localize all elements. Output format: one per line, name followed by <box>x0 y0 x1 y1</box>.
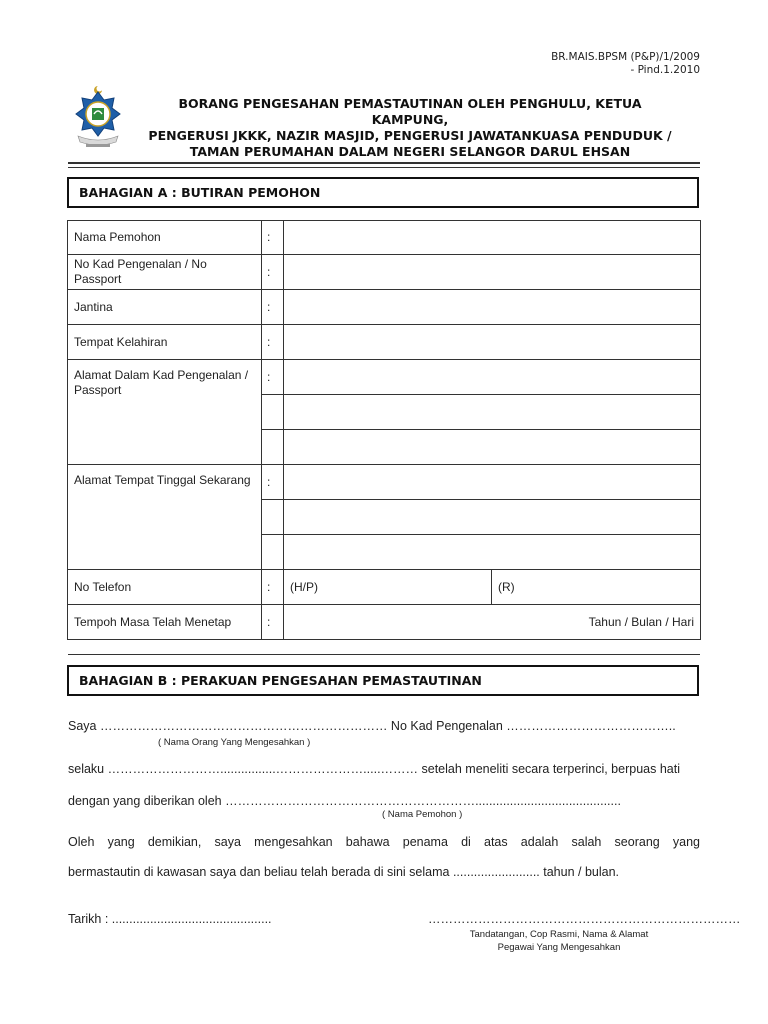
input-jantina[interactable] <box>284 290 701 325</box>
form-title <box>140 96 680 160</box>
declaration-statement: Oleh yang demikian, saya mengesahkan bahawa penama di atas adalah salah seorang yang <box>68 835 700 849</box>
declaration-residency-duration: bermastautin di kawasan saya dan beliau telah berada di sini selama ......................... tahun / bulan. <box>68 865 620 879</box>
table-row <box>68 325 701 360</box>
table-row <box>68 290 701 325</box>
form-revision: - Pind.1.2010 <box>630 64 700 76</box>
input-nama-pemohon[interactable] <box>284 221 701 255</box>
colon: : <box>262 290 284 325</box>
input-alamat-ic-line-1[interactable] <box>284 360 701 395</box>
signature-line[interactable]: ………………………………………………………………… <box>428 912 741 926</box>
input-alamat-semasa-line-1[interactable] <box>284 465 701 500</box>
colon-cell-empty <box>262 430 284 465</box>
label-tempat-kelahiran: Tempat Kelahiran <box>68 325 262 360</box>
section-b-heading: BAHAGIAN B : PERAKUAN PENGESAHAN PEMASTAUTINAN <box>67 665 699 696</box>
section-divider <box>68 654 700 655</box>
colon-cell-empty <box>262 395 284 430</box>
input-telefon-rumah[interactable]: (R) <box>492 570 701 605</box>
header-divider-thick <box>68 162 700 164</box>
table-row <box>68 605 701 640</box>
title-line-3: TAMAN PERUMAHAN DALAM NEGERI SELANGOR DARUL EHSAN <box>189 144 631 159</box>
colon: : <box>262 325 284 360</box>
table-row <box>68 255 701 290</box>
input-tempoh-menetap[interactable]: Tahun / Bulan / Hari <box>284 605 701 640</box>
signature-caption-1: Tandatangan, Cop Rasmi, Nama & Alamat <box>469 929 649 940</box>
declaration-line-selaku: selaku ………………………................………………….....……… setelah meneliti secara terperinci, berpuas hati <box>68 762 680 776</box>
label-no-kad-pengenalan: No Kad Pengenalan / No Passport <box>68 255 262 290</box>
input-alamat-semasa-line-2[interactable] <box>284 500 701 535</box>
input-no-kad-pengenalan[interactable] <box>284 255 701 290</box>
label-nama-pemohon: Nama Pemohon <box>68 221 262 255</box>
applicant-details-table <box>67 220 701 640</box>
input-alamat-semasa-line-3[interactable] <box>284 535 701 570</box>
input-tempat-kelahiran[interactable] <box>284 325 701 360</box>
colon: : <box>262 360 284 395</box>
date-field[interactable]: Tarikh : .............................................. <box>68 912 272 926</box>
label-tempoh-menetap: Tempoh Masa Telah Menetap <box>68 605 262 640</box>
label-no-telefon: No Telefon <box>68 570 262 605</box>
colon: : <box>262 605 284 640</box>
colon: : <box>262 570 284 605</box>
table-row <box>68 465 701 500</box>
state-crest-icon <box>70 84 126 150</box>
table-row <box>68 221 701 255</box>
label-alamat-kad-pengenalan: Alamat Dalam Kad Pengenalan / Passport <box>68 360 262 465</box>
colon-cell-empty <box>262 535 284 570</box>
label-jantina: Jantina <box>68 290 262 325</box>
colon: : <box>262 221 284 255</box>
colon: : <box>262 465 284 500</box>
input-telefon-hp[interactable]: (H/P) <box>284 570 492 605</box>
title-line-1: BORANG PENGESAHAN PEMASTAUTINAN OLEH PENGHULU, KETUA KAMPUNG, <box>178 96 642 127</box>
declaration-line-pemohon: dengan yang diberikan oleh …………………………………………………….......................................... <box>68 794 621 808</box>
input-alamat-ic-line-2[interactable] <box>284 395 701 430</box>
signature-caption-2: Pegawai Yang Mengesahkan <box>497 942 621 953</box>
label-alamat-tempat-tinggal: Alamat Tempat Tinggal Sekarang <box>68 465 262 570</box>
header-divider-thin <box>68 167 700 168</box>
note-nama-pemohon: ( Nama Pemohon ) <box>382 809 463 820</box>
table-row <box>68 360 701 395</box>
colon-cell-empty <box>262 500 284 535</box>
title-line-2: PENGERUSI JKKK, NAZIR MASJID, PENGERUSI JAWATANKUASA PENDUDUK / <box>148 128 672 143</box>
note-nama-pengesah: ( Nama Orang Yang Mengesahkan ) <box>158 737 311 748</box>
form-reference-code: BR.MAIS.BPSM (P&P)/1/2009 <box>551 51 700 63</box>
table-row <box>68 570 701 605</box>
declaration-line-saya: Saya …………………………………………………………… No Kad Pengenalan ………………………………….. <box>68 719 676 733</box>
section-a-heading: BAHAGIAN A : BUTIRAN PEMOHON <box>67 177 699 208</box>
colon: : <box>262 255 284 290</box>
input-alamat-ic-line-3[interactable] <box>284 430 701 465</box>
